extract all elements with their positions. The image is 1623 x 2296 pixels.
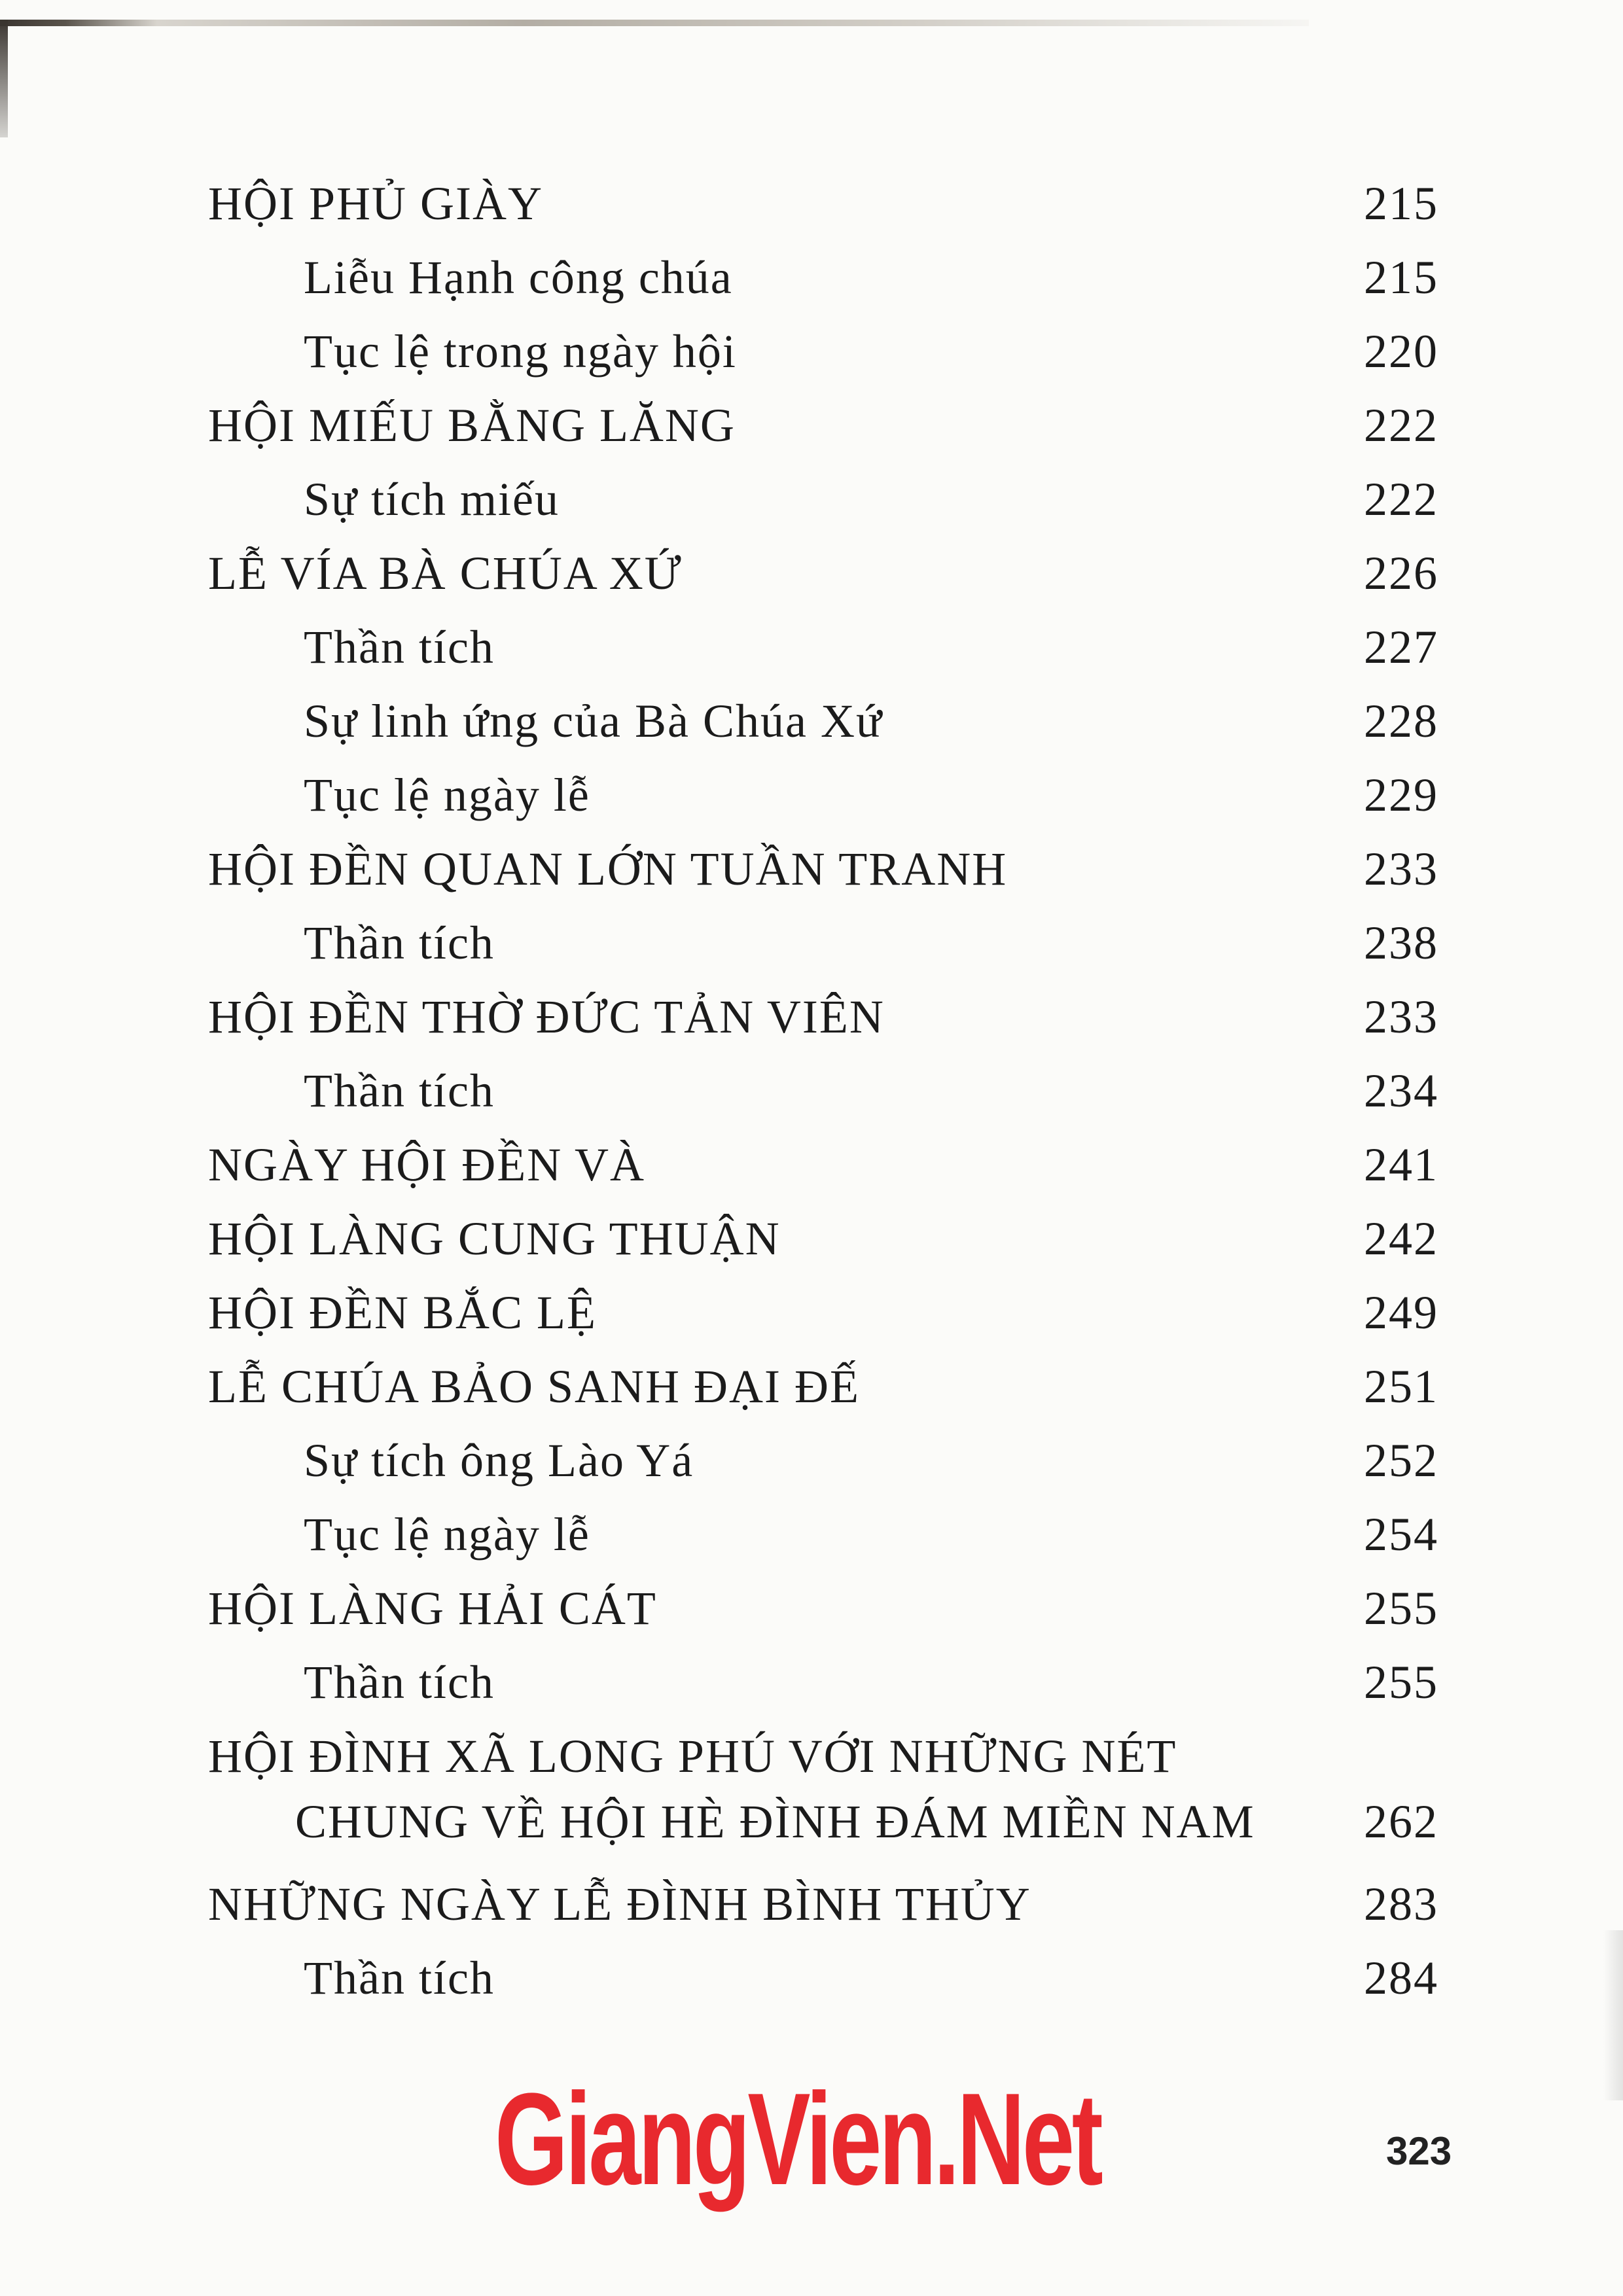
toc-entry-title: Thần tích — [304, 917, 495, 969]
toc-entry-title: LỄ CHÚA BẢO SANH ĐẠI ĐẾ — [208, 1360, 860, 1413]
toc-entry-page: 249 — [1364, 1286, 1438, 1339]
toc-entry-page: 226 — [1364, 547, 1438, 599]
toc-entry-page: 220 — [1364, 325, 1438, 378]
toc-entry-title: NHỮNG NGÀY LỄ ĐÌNH BÌNH THỦY — [208, 1878, 1031, 1930]
toc-entry-title: Tục lệ ngày lễ — [304, 1508, 590, 1561]
toc-entry-page: 215 — [1364, 177, 1438, 230]
toc-entry-title: NGÀY HỘI ĐỀN VÀ — [208, 1139, 645, 1191]
toc-entry-page: 222 — [1364, 399, 1438, 451]
toc-subentry — [208, 610, 1438, 684]
toc-entry-page: 222 — [1364, 473, 1438, 525]
scan-left-edge — [0, 20, 8, 137]
toc-entry-title: Liễu Hạnh công chúa — [304, 251, 733, 304]
toc-entry-title: HỘI LÀNG HẢI CÁT — [208, 1582, 657, 1634]
toc-entry — [208, 1202, 1438, 1276]
scan-top-edge — [0, 20, 1309, 26]
toc-entry-page: 251 — [1364, 1360, 1438, 1413]
toc-entry-page: 228 — [1364, 695, 1438, 747]
toc-entry — [208, 167, 1438, 241]
toc-entry-title: HỘI ĐỀN QUAN LỚN TUẦN TRANH — [208, 843, 1008, 895]
toc-entry-title: HỘI PHỦ GIÀY — [208, 177, 543, 230]
toc-entry-page: 241 — [1364, 1139, 1438, 1191]
toc-entry-title-line1: HỘI ĐÌNH XÃ LONG PHÚ VỚI NHỮNG NÉT — [208, 1730, 1177, 1782]
toc-entry — [208, 389, 1438, 463]
toc-entry — [208, 1276, 1438, 1350]
toc-entry-page: 215 — [1364, 251, 1438, 304]
toc-entry-title: HỘI ĐỀN THỜ ĐỨC TẢN VIÊN — [208, 991, 885, 1043]
toc-entry-page: 233 — [1364, 843, 1438, 895]
table-of-contents — [208, 167, 1438, 2015]
toc-subentry — [208, 463, 1438, 537]
toc-entry-title: Thần tích — [304, 1656, 495, 1708]
toc-entry — [208, 980, 1438, 1054]
toc-entry-page: 284 — [1364, 1952, 1438, 2004]
toc-subentry — [208, 315, 1438, 389]
toc-entry-page: 283 — [1364, 1878, 1438, 1930]
page-number: 323 — [1386, 2129, 1452, 2173]
toc-entry-title: Thần tích — [304, 1065, 495, 1117]
toc-entry — [208, 1572, 1438, 1646]
toc-subentry — [208, 1646, 1438, 1720]
toc-subentry — [208, 684, 1438, 758]
scan-right-shadow — [1603, 1930, 1623, 2100]
toc-entry-page: 229 — [1364, 769, 1438, 821]
toc-entry-page: 227 — [1364, 621, 1438, 673]
toc-entry — [208, 1350, 1438, 1424]
toc-entry-title: Tục lệ trong ngày hội — [304, 325, 737, 378]
toc-subentry — [208, 1054, 1438, 1128]
toc-subentry — [208, 1498, 1438, 1572]
toc-entry-title — [208, 1720, 1255, 1854]
toc-entry-multiline — [208, 1720, 1438, 1867]
toc-subentry — [208, 1941, 1438, 2015]
toc-entry-title: HỘI LÀNG CUNG THUẬN — [208, 1212, 781, 1265]
toc-entry-title: HỘI MIẾU BẰNG LĂNG — [208, 399, 736, 451]
toc-entry — [208, 832, 1438, 906]
toc-entry-title: Sự tích miếu — [304, 473, 560, 525]
toc-entry-title-line2: CHUNG VỀ HỘI HÈ ĐÌNH ĐÁM MIỀN NAM — [295, 1795, 1255, 1848]
toc-entry-title: HỘI ĐỀN BẮC LỆ — [208, 1286, 597, 1339]
toc-entry — [208, 1128, 1438, 1202]
toc-entry-title: Tục lệ ngày lễ — [304, 769, 590, 821]
toc-entry — [208, 1867, 1438, 1941]
toc-entry-page: 238 — [1364, 917, 1438, 969]
toc-entry-page: 234 — [1364, 1065, 1438, 1117]
toc-entry-page: 254 — [1364, 1508, 1438, 1561]
toc-subentry — [208, 241, 1438, 315]
toc-entry-page: 262 — [1364, 1795, 1438, 1848]
toc-entry-page: 255 — [1364, 1582, 1438, 1634]
watermark-logo: GiangVien.Net — [495, 2066, 1101, 2212]
toc-entry-title: LỄ VÍA BÀ CHÚA XỨ — [208, 547, 683, 599]
toc-entry-page: 252 — [1364, 1434, 1438, 1487]
toc-entry-title: Sự tích ông Lào Yá — [304, 1434, 694, 1487]
toc-entry-page: 255 — [1364, 1656, 1438, 1708]
toc-entry-title: Thần tích — [304, 621, 495, 673]
toc-subentry — [208, 1424, 1438, 1498]
toc-entry-page: 233 — [1364, 991, 1438, 1043]
toc-entry-title: Sự linh ứng của Bà Chúa Xứ — [304, 695, 883, 747]
toc-entry-title: Thần tích — [304, 1952, 495, 2004]
toc-subentry — [208, 758, 1438, 832]
toc-entry — [208, 537, 1438, 610]
toc-subentry — [208, 906, 1438, 980]
toc-entry-page: 242 — [1364, 1212, 1438, 1265]
